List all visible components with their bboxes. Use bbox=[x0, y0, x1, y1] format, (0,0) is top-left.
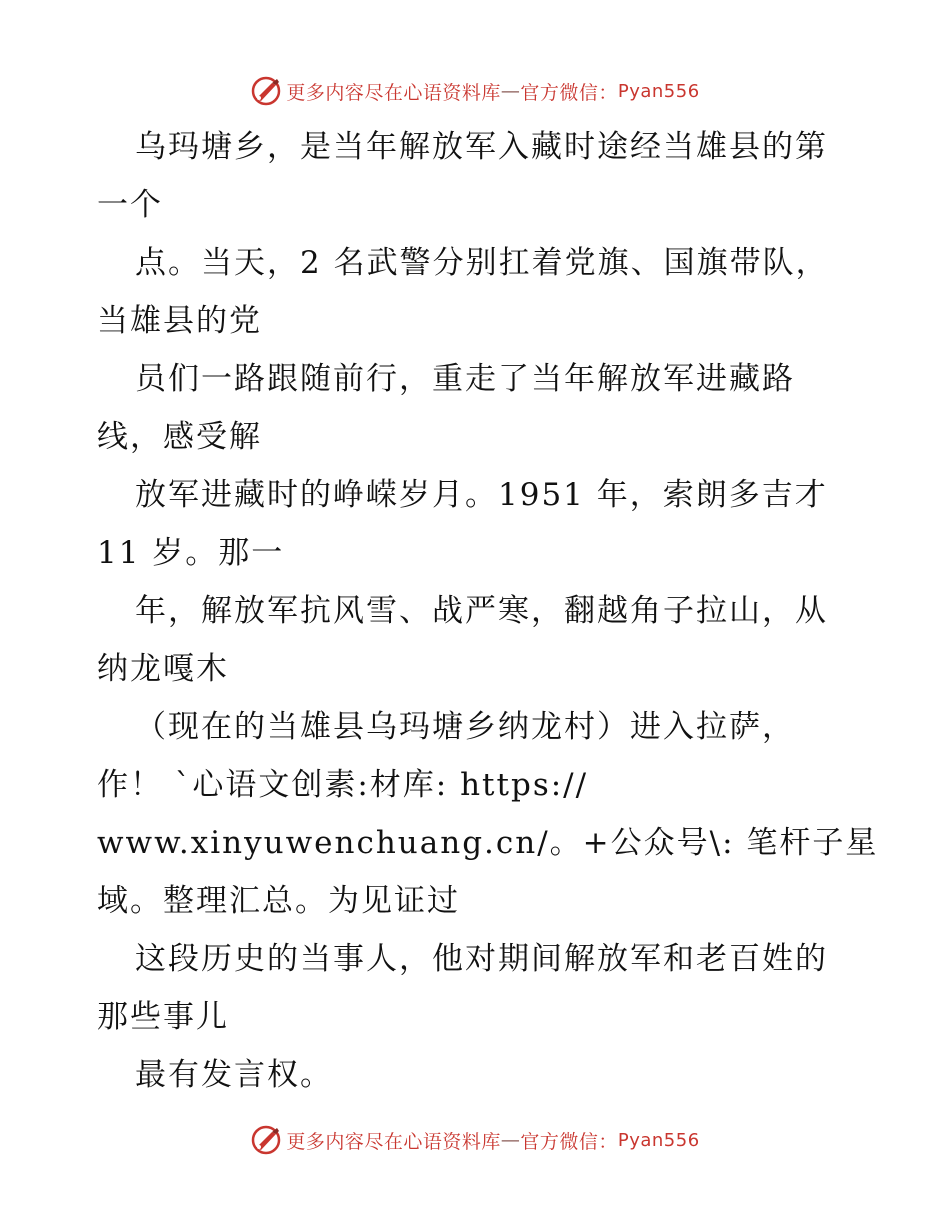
body-line: 这段历史的当事人，他对期间解放军和老百姓的 bbox=[135, 941, 828, 977]
body-line: 那些事儿 bbox=[97, 999, 229, 1035]
pen-logo-icon bbox=[250, 1124, 282, 1156]
watermark-label: 官方微信： bbox=[520, 81, 618, 104]
watermark-wechat-id: Pyan556 bbox=[617, 1129, 700, 1151]
body-line: 一个 bbox=[97, 187, 163, 223]
body-line: 当雄县的党 bbox=[97, 303, 262, 339]
body-line: 乌玛塘乡，是当年解放军入藏时途经当雄县的第 bbox=[135, 129, 828, 165]
body-line: 域。整理汇总。为见证过 bbox=[97, 883, 460, 919]
watermark-dash: — bbox=[500, 80, 521, 102]
body-line: 线，感受解 bbox=[97, 419, 262, 455]
body-line: 点。当天，2 名武警分别扛着党旗、国旗带队， bbox=[135, 245, 829, 281]
body-line: 作！ `心语文创素:材库: https:// bbox=[97, 767, 589, 803]
watermark-text bbox=[286, 1127, 699, 1154]
body-line: 放军进藏时的峥嵘岁月。1951 年，索朗多吉才 bbox=[135, 477, 828, 513]
watermark-text bbox=[286, 78, 699, 105]
body-line: www.xinyuwenchuang.cn/。+公众号\: 笔杆子星 bbox=[97, 825, 879, 861]
body-line: 年，解放军抗风雪、战严寒，翻越角子拉山，从 bbox=[135, 593, 828, 629]
watermark-dash: — bbox=[500, 1129, 521, 1151]
watermark-content bbox=[250, 75, 699, 107]
watermark-label: 官方微信： bbox=[520, 1130, 618, 1153]
footer-watermark-banner bbox=[0, 1120, 950, 1160]
pen-logo-icon bbox=[250, 75, 282, 107]
watermark-wechat-id: Pyan556 bbox=[617, 80, 700, 102]
watermark-main-text: 更多内容尽在心语资料库 bbox=[286, 1130, 501, 1153]
body-line: （现在的当雄县乌玛塘乡纳龙村）进入拉萨， bbox=[135, 709, 795, 745]
header-watermark-banner bbox=[0, 71, 950, 111]
body-line: 员们一路跟随前行，重走了当年解放军进藏路 bbox=[135, 361, 795, 397]
body-line: 纳龙嘎木 bbox=[97, 651, 229, 687]
watermark-main-text: 更多内容尽在心语资料库 bbox=[286, 81, 501, 104]
body-line: 11 岁。那一 bbox=[97, 535, 285, 571]
watermark-content bbox=[250, 1124, 699, 1156]
body-line: 最有发言权。 bbox=[135, 1057, 333, 1093]
